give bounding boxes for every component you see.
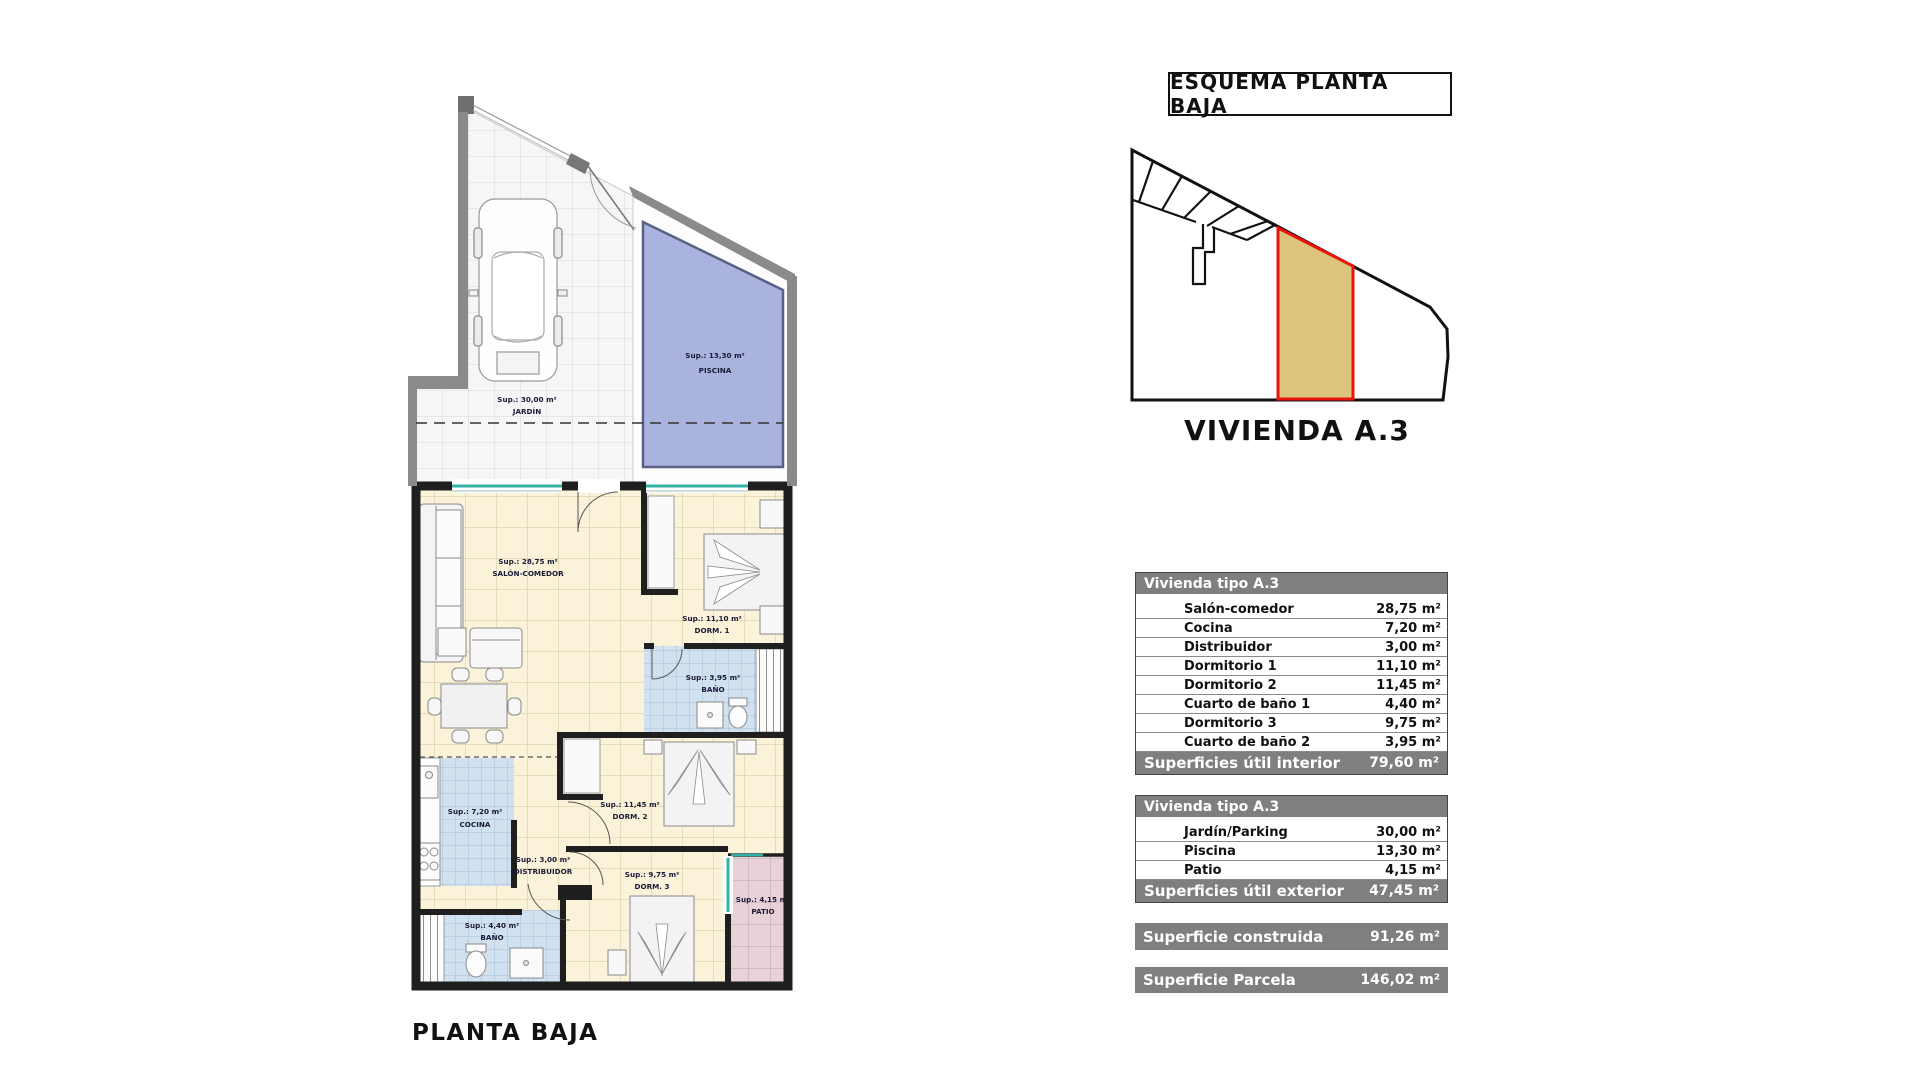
- jardin-sup-label: Sup.: 30,00 m²: [497, 395, 557, 404]
- row-value: 28,75 m²: [1376, 601, 1441, 617]
- piscina-sup-label: Sup.: 13,30 m²: [685, 351, 745, 360]
- patio-sup-label: Sup.: 4,15 m²: [735, 895, 791, 904]
- row-value: 9,75 m²: [1385, 715, 1441, 731]
- dorm3-name-label: DORM. 3: [634, 882, 670, 891]
- row-label: Cuarto de baño 2: [1184, 734, 1311, 750]
- table-row: [1136, 695, 1447, 714]
- distribuidor-sup-label: Sup.: 3,00 m²: [515, 855, 571, 864]
- row-label: Jardín/Parking: [1184, 824, 1288, 840]
- salon-sup-label: Sup.: 28,75 m²: [498, 557, 558, 566]
- row-label: Dormitorio 3: [1184, 715, 1277, 731]
- car-icon: [469, 199, 567, 381]
- row-value: 13,30 m²: [1376, 843, 1441, 859]
- row-value: 4,40 m²: [1385, 696, 1441, 712]
- bano1-name-label: BAÑO: [480, 933, 504, 942]
- bar-label: Superficie construida: [1143, 927, 1324, 946]
- bano1-sup-label: Sup.: 4,40 m²: [464, 921, 520, 930]
- bano2-name-label: BAÑO: [701, 685, 725, 694]
- table-row: [1136, 823, 1447, 842]
- table-exterior-header: [1136, 796, 1447, 817]
- footer-value: 79,60 m²: [1369, 755, 1439, 771]
- row-value: 11,10 m²: [1376, 658, 1441, 674]
- table-row: [1136, 733, 1447, 752]
- row-value: 3,00 m²: [1385, 639, 1441, 655]
- table-exterior-header-label: Vivienda tipo A.3: [1144, 798, 1280, 815]
- table-interior: [1135, 572, 1448, 775]
- dorm2-name-label: DORM. 2: [612, 812, 648, 821]
- bano2-sup-label: Sup.: 3,95 m²: [685, 673, 741, 682]
- vivienda-label: VIVIENDA A.3: [1184, 414, 1410, 447]
- parcel-a3-highlight: [1278, 228, 1353, 399]
- dorm1-sup-label: Sup.: 11,10 m²: [682, 614, 742, 623]
- patio-name-label: PATIO: [751, 907, 775, 916]
- row-label: Dormitorio 2: [1184, 677, 1277, 693]
- table-row: [1136, 676, 1447, 695]
- cocina-name-label: COCINA: [459, 820, 491, 829]
- table-row: [1136, 842, 1447, 861]
- table-exterior: [1135, 795, 1448, 903]
- bar-superficie-construida: [1135, 923, 1448, 950]
- row-label: Distribuidor: [1184, 639, 1272, 655]
- table-row: [1136, 638, 1447, 657]
- table-interior-body: [1136, 594, 1447, 752]
- piscina-name-label: PISCINA: [698, 366, 732, 375]
- row-value: 30,00 m²: [1376, 824, 1441, 840]
- footer-label: Superficies útil interior: [1144, 754, 1341, 772]
- table-row: [1136, 657, 1447, 676]
- table-interior-header-label: Vivienda tipo A.3: [1144, 575, 1280, 592]
- row-value: 3,95 m²: [1385, 734, 1441, 750]
- dorm3-sup-label: Sup.: 9,75 m²: [624, 870, 680, 879]
- salon-name-label: SALÓN-COMEDOR: [492, 569, 564, 578]
- row-label: Salón-comedor: [1184, 601, 1294, 617]
- bar-superficie-parcela: [1135, 967, 1448, 993]
- table-row: [1136, 861, 1447, 880]
- row-value: 11,45 m²: [1376, 677, 1441, 693]
- row-label: Dormitorio 1: [1184, 658, 1277, 674]
- row-label: Cuarto de baño 1: [1184, 696, 1311, 712]
- table-interior-footer: [1136, 752, 1447, 774]
- esquema-title: ESQUEMA PLANTA BAJA: [1170, 70, 1389, 118]
- footer-label: Superficies útil exterior: [1144, 882, 1345, 900]
- jardin-name-label: JARDÍN: [512, 407, 542, 416]
- row-value: 7,20 m²: [1385, 620, 1441, 636]
- row-value: 4,15 m²: [1385, 862, 1441, 878]
- dorm1-name-label: DORM. 1: [694, 626, 730, 635]
- dorm2-sup-label: Sup.: 11,45 m²: [600, 800, 660, 809]
- table-row: [1136, 714, 1447, 733]
- row-label: Patio: [1184, 862, 1222, 878]
- table-interior-header: [1136, 573, 1447, 594]
- plan-title: PLANTA BAJA: [412, 1020, 599, 1046]
- row-label: Cocina: [1184, 620, 1233, 636]
- esquema-drawing: [1132, 150, 1448, 400]
- cocina-sup-label: Sup.: 7,20 m²: [447, 807, 503, 816]
- table-exterior-footer: [1136, 880, 1447, 902]
- footer-value: 47,45 m²: [1369, 883, 1439, 899]
- distribuidor-name-label: DISTRIBUIDOR: [513, 867, 573, 876]
- bar-value: 146,02 m²: [1360, 972, 1440, 988]
- esquema-title-box: [1168, 72, 1452, 116]
- row-label: Piscina: [1184, 843, 1236, 859]
- bar-value: 91,26 m²: [1370, 928, 1440, 945]
- table-row: [1136, 600, 1447, 619]
- table-row: [1136, 619, 1447, 638]
- table-exterior-body: [1136, 817, 1447, 880]
- bar-label: Superficie Parcela: [1143, 971, 1296, 989]
